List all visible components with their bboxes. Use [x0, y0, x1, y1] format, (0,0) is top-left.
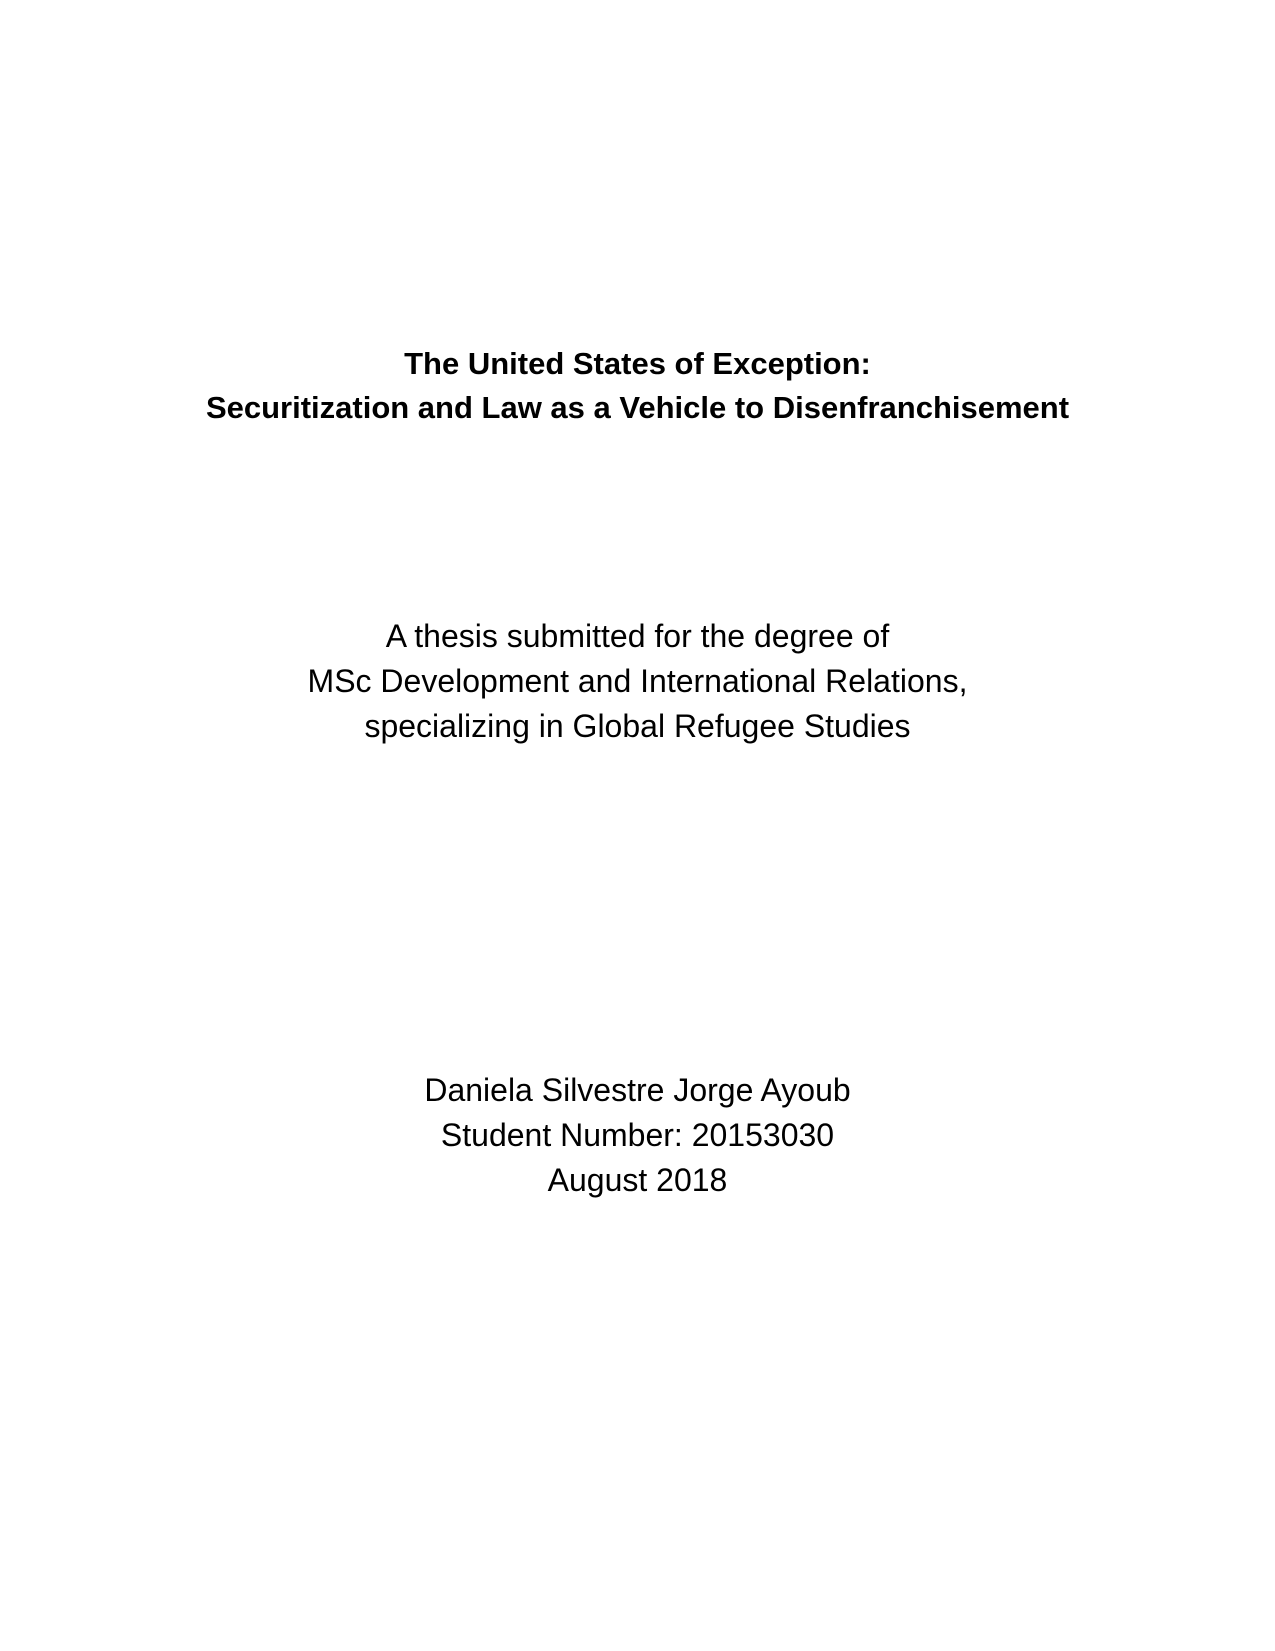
- degree-line-3: specializing in Global Refugee Studies: [364, 708, 911, 744]
- student-number: Student Number: 20153030: [440, 1117, 835, 1153]
- title-line-1: The United States of Exception:: [404, 346, 871, 381]
- thesis-title: [0, 342, 1275, 430]
- degree-line-2: MSc Development and International Relations,: [307, 663, 968, 699]
- degree-line-1: A thesis submitted for the degree of: [385, 618, 890, 654]
- degree-statement: [0, 614, 1275, 749]
- author-info: [0, 1068, 1275, 1203]
- author-name: Daniela Silvestre Jorge Ayoub: [424, 1072, 851, 1108]
- title-line-2: Securitization and Law as a Vehicle to Disenfranchisement: [205, 390, 1070, 425]
- submission-date: August 2018: [547, 1162, 728, 1198]
